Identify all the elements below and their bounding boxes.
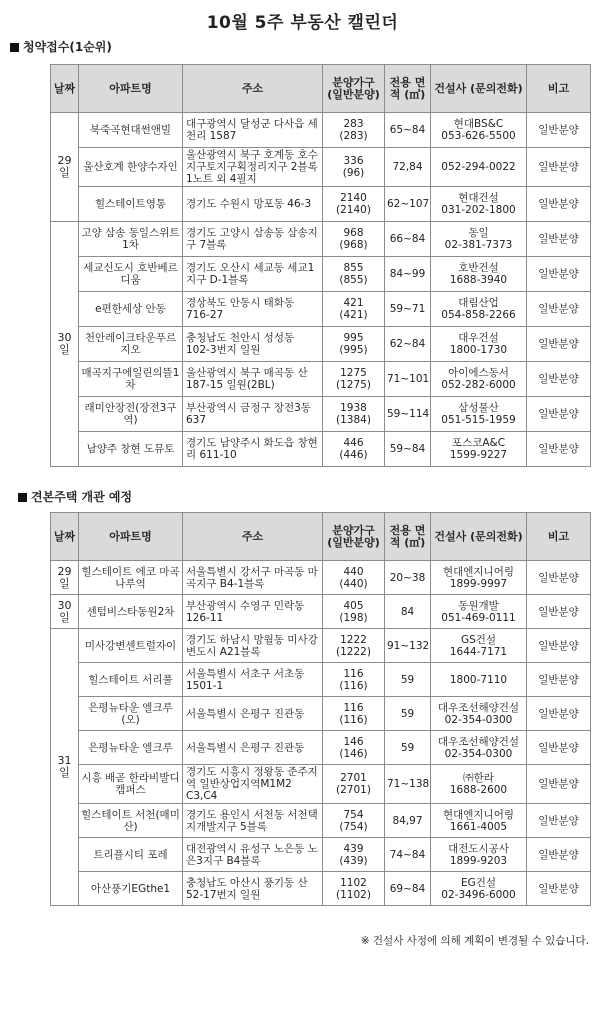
address-cell: 부산광역시 금정구 장전3동 637: [183, 397, 323, 432]
builder-cell: [431, 327, 527, 362]
builder-cell: [431, 397, 527, 432]
note-cell: 일반분양: [527, 362, 591, 397]
units-cell: [323, 838, 385, 872]
builder-cell: [431, 432, 527, 467]
builder-cell: [431, 663, 527, 697]
table-row: [51, 697, 591, 731]
builder-name: 아이에스동서: [448, 367, 509, 379]
note-cell: 일반분양: [527, 187, 591, 222]
area-cell: 69~84: [385, 872, 431, 906]
units-total: 1222: [340, 633, 367, 646]
units-total: 146: [343, 735, 364, 748]
units-general: (2140): [336, 204, 371, 216]
units-total: 2140: [340, 192, 367, 204]
units-cell: [323, 765, 385, 804]
note-cell: 일반분양: [527, 804, 591, 838]
units-total: 2701: [340, 772, 367, 784]
builder-name: 현대엔지니어링: [442, 565, 514, 578]
apt-name-cell: 천안레이크타운푸르지오: [79, 327, 183, 362]
units-total: 968: [343, 227, 364, 239]
apt-name-cell: 은평뉴타운 엘크루: [79, 731, 183, 765]
date-cell: 31일: [51, 629, 79, 906]
builder-phone: 1661-4005: [449, 820, 508, 833]
header-builder: 건설사 (문의전화): [431, 513, 527, 561]
builder-name: 동원개발: [458, 599, 499, 612]
units-cell: [323, 148, 385, 187]
builder-phone: 1688-2600: [449, 784, 508, 796]
address-cell: 대구광역시 달성군 다사읍 세천리 1587: [183, 113, 323, 148]
builder-phone: 1644-7171: [449, 645, 508, 658]
address-cell: 경기도 용인시 서천동 서천택지개발지구 5블록: [183, 804, 323, 838]
header-note: 비고: [527, 65, 591, 113]
builder-phone: 02-3496-6000: [441, 888, 516, 901]
builder-name: 현대BS&C: [453, 118, 504, 130]
builder-cell: [431, 872, 527, 906]
note-cell: 일반분양: [527, 113, 591, 148]
square-bullet-icon: [10, 43, 19, 52]
date-cell: 30일: [51, 222, 79, 467]
units-total: 116: [343, 701, 364, 714]
builder-phone: 031-202-1800: [441, 204, 516, 216]
area-cell: 62~107: [385, 187, 431, 222]
units-general: (754): [339, 820, 368, 833]
apt-name-cell: 북죽곡현대썬앤빌: [79, 113, 183, 148]
table-row: [51, 838, 591, 872]
units-cell: [323, 327, 385, 362]
units-total: 1102: [340, 876, 367, 889]
table-row: [51, 629, 591, 663]
builder-cell: [431, 148, 527, 187]
units-cell: [323, 257, 385, 292]
builder-cell: [431, 362, 527, 397]
note-cell: 일반분양: [527, 257, 591, 292]
area-cell: 59: [385, 663, 431, 697]
units-total: 440: [343, 565, 364, 578]
units-general: (283): [339, 130, 368, 142]
address-cell: 경기도 남양주시 화도읍 창현리 611-10: [183, 432, 323, 467]
area-cell: 62~84: [385, 327, 431, 362]
table-row: [51, 595, 591, 629]
units-general: (116): [339, 679, 368, 692]
header-date: 날짜: [51, 65, 79, 113]
units-cell: [323, 872, 385, 906]
table-header-row: [51, 65, 591, 113]
table-row: [51, 292, 591, 327]
units-total: 1938: [340, 402, 367, 414]
note-cell: 일반분양: [527, 663, 591, 697]
area-cell: 74~84: [385, 838, 431, 872]
address-cell: 경기도 시흥시 정왕동 준주지역 일반상업지역M1M2 C3,C4: [183, 765, 323, 804]
builder-name: GS건설: [460, 633, 497, 646]
apt-name-cell: 트리플시티 포레: [79, 838, 183, 872]
builder-cell: [431, 222, 527, 257]
area-cell: 84: [385, 595, 431, 629]
builder-cell: [431, 838, 527, 872]
address-cell: 경기도 수원시 망포동 46-3: [183, 187, 323, 222]
header-units: 분양가구 (일반분양): [323, 65, 385, 113]
address-cell: 서울특별시 서초구 서초동 1501-1: [183, 663, 323, 697]
address-cell: 서울특별시 은평구 진관동: [183, 697, 323, 731]
units-general: (1222): [336, 645, 371, 658]
units-cell: [323, 397, 385, 432]
units-general: (440): [339, 577, 368, 590]
note-cell: 일반분양: [527, 629, 591, 663]
units-general: (2701): [336, 784, 371, 796]
units-total: 283: [343, 118, 364, 130]
builder-phone: 054-858-2266: [441, 309, 516, 321]
table-header-row: [51, 513, 591, 561]
units-total: 446: [343, 437, 364, 449]
header-area: 전용 면적 (㎡): [385, 513, 431, 561]
units-general: (96): [342, 167, 365, 179]
units-total: 116: [343, 667, 364, 680]
note-cell: 일반분양: [527, 432, 591, 467]
apt-name-cell: 은평뉴타운 엘크루(오): [79, 697, 183, 731]
address-cell: 부산광역시 수영구 민락동 126-11: [183, 595, 323, 629]
apt-name-cell: 매곡지구에일린의뜰1차: [79, 362, 183, 397]
section-heading-subscription: [10, 38, 112, 55]
table-row: [51, 765, 591, 804]
builder-cell: [431, 187, 527, 222]
table-row: [51, 561, 591, 595]
header-date: 날짜: [51, 513, 79, 561]
note-cell: 일반분양: [527, 731, 591, 765]
builder-phone: 1688-3940: [449, 274, 508, 286]
builder-cell: [431, 731, 527, 765]
area-cell: 59~71: [385, 292, 431, 327]
builder-cell: [431, 257, 527, 292]
units-total: 995: [343, 332, 364, 344]
address-cell: 울산광역시 북구 매곡동 산187-15 일원(2BL): [183, 362, 323, 397]
units-general: (421): [339, 309, 368, 321]
units-cell: [323, 187, 385, 222]
apt-name-cell: 힐스테이트 에코 마곡나루역: [79, 561, 183, 595]
units-general: (198): [339, 611, 368, 624]
units-cell: [323, 629, 385, 663]
address-cell: 충청남도 아산시 풍기동 산52-17번지 일원: [183, 872, 323, 906]
builder-cell: [431, 697, 527, 731]
apt-name-cell: 울산호계 한양수자인: [79, 148, 183, 187]
builder-phone: 1599-9227: [449, 449, 508, 461]
address-cell: 서울특별시 은평구 진관동: [183, 731, 323, 765]
builder-name: 포스코A&C: [451, 437, 506, 449]
area-cell: 84~99: [385, 257, 431, 292]
units-total: 855: [343, 262, 364, 274]
note-cell: 일반분양: [527, 595, 591, 629]
table-body: [51, 561, 591, 906]
address-cell: 경기도 하남시 망월동 미사강변도시 A21블록: [183, 629, 323, 663]
builder-cell: [431, 765, 527, 804]
builder-name: EG건설: [460, 876, 497, 889]
apt-name-cell: 미사강변센트럴자이: [79, 629, 183, 663]
builder-cell: [431, 804, 527, 838]
units-cell: [323, 432, 385, 467]
units-general: (995): [339, 344, 368, 356]
builder-cell: [431, 113, 527, 148]
builder-phone: 053-626-5500: [441, 130, 516, 142]
apt-name-cell: 남양주 창현 도뮤토: [79, 432, 183, 467]
table-row: [51, 222, 591, 257]
units-general: (1384): [336, 414, 371, 426]
area-cell: 59: [385, 697, 431, 731]
table-row: [51, 187, 591, 222]
area-cell: 91~132: [385, 629, 431, 663]
units-general: (1102): [336, 888, 371, 901]
builder-phone: 02-381-7373: [444, 239, 513, 251]
note-cell: 일반분양: [527, 148, 591, 187]
builder-name: 052-294-0022: [441, 161, 516, 173]
header-note: 비고: [527, 513, 591, 561]
units-cell: [323, 663, 385, 697]
area-cell: 66~84: [385, 222, 431, 257]
table-row: [51, 432, 591, 467]
units-total: 405: [343, 599, 364, 612]
builder-cell: [431, 595, 527, 629]
builder-phone: 051-469-0111: [441, 611, 516, 624]
units-total: 754: [343, 808, 364, 821]
units-total: 421: [343, 297, 364, 309]
table-row: [51, 731, 591, 765]
builder-phone: 1899-9203: [449, 854, 508, 867]
builder-name: 대우건설: [458, 332, 499, 344]
table-row: [51, 257, 591, 292]
builder-cell: [431, 292, 527, 327]
header-units: 분양가구 (일반분양): [323, 513, 385, 561]
page-title: 10월 5주 부동산 캘린더: [206, 13, 399, 33]
table-row: [51, 113, 591, 148]
area-cell: 20~38: [385, 561, 431, 595]
table-row: [51, 663, 591, 697]
units-cell: [323, 222, 385, 257]
area-cell: 72,84: [385, 148, 431, 187]
builder-name: 현대엔지니어링: [442, 808, 514, 821]
builder-cell: [431, 629, 527, 663]
address-cell: 경상북도 안동시 태화동 716-27: [183, 292, 323, 327]
apt-name-cell: 힐스테이트 서천(매미산): [79, 804, 183, 838]
builder-name: ㈜한라: [463, 772, 494, 784]
units-cell: [323, 292, 385, 327]
table-row: [51, 872, 591, 906]
units-cell: [323, 362, 385, 397]
builder-phone: 1800-1730: [449, 344, 508, 356]
units-general: (446): [339, 449, 368, 461]
builder-name: 대우조선해양건설: [437, 735, 520, 748]
apt-name-cell: e편한세상 안동: [79, 292, 183, 327]
apt-name-cell: 아산풍기EGthe1: [79, 872, 183, 906]
header-area: 전용 면적 (㎡): [385, 65, 431, 113]
builder-name: 대전도시공사: [448, 842, 509, 855]
builder-cell: [431, 561, 527, 595]
builder-phone: 051-515-1959: [441, 414, 516, 426]
note-cell: 일반분양: [527, 765, 591, 804]
builder-name: 삼성물산: [458, 402, 499, 414]
address-cell: 대전광역시 유성구 노은동 노은3지구 B4블록: [183, 838, 323, 872]
note-cell: 일반분양: [527, 561, 591, 595]
note-cell: 일반분양: [527, 872, 591, 906]
note-cell: 일반분양: [527, 292, 591, 327]
date-cell: 29일: [51, 561, 79, 595]
units-general: (855): [339, 274, 368, 286]
note-cell: 일반분양: [527, 327, 591, 362]
date-cell: 29일: [51, 113, 79, 222]
note-cell: 일반분양: [527, 222, 591, 257]
header-apt: 아파트명: [79, 513, 183, 561]
table-row: [51, 362, 591, 397]
address-cell: 경기도 고양시 삼송동 삼송지구 7블록: [183, 222, 323, 257]
area-cell: 84,97: [385, 804, 431, 838]
units-cell: [323, 697, 385, 731]
square-bullet-icon: [18, 493, 27, 502]
builder-name: 1800-7110: [449, 673, 508, 686]
header-addr: 주소: [183, 65, 323, 113]
units-cell: [323, 731, 385, 765]
apt-name-cell: 세교신도시 호반베르디움: [79, 257, 183, 292]
date-cell: 30일: [51, 595, 79, 629]
note-cell: 일반분양: [527, 697, 591, 731]
address-cell: 울산광역시 북구 호계동 호수지구토지구획정리지구 2블록 1노트 외 4필지: [183, 148, 323, 187]
units-cell: [323, 561, 385, 595]
units-general: (439): [339, 854, 368, 867]
builder-phone: 052-282-6000: [441, 379, 516, 391]
address-cell: 충청남도 천안시 성성동 102-3번지 일원: [183, 327, 323, 362]
area-cell: 71~138: [385, 765, 431, 804]
builder-name: 동일: [468, 227, 489, 239]
note-cell: 일반분양: [527, 397, 591, 432]
units-cell: [323, 595, 385, 629]
units-general: (116): [339, 713, 368, 726]
subscription-table: [50, 64, 591, 467]
units-general: (1275): [336, 379, 371, 391]
builder-phone: 02-354-0300: [444, 713, 513, 726]
section-heading-text: 견본주택 개관 예정: [31, 490, 133, 504]
address-cell: 경기도 오산시 세교동 세교1지구 D-1블록: [183, 257, 323, 292]
header-apt: 아파트명: [79, 65, 183, 113]
builder-name: 대우조선해양건설: [437, 701, 520, 714]
builder-name: 대림산업: [458, 297, 499, 309]
area-cell: 59~84: [385, 432, 431, 467]
note-cell: 일반분양: [527, 838, 591, 872]
table-body: [51, 113, 591, 467]
area-cell: 59~114: [385, 397, 431, 432]
table-row: [51, 397, 591, 432]
builder-name: 현대건설: [458, 192, 499, 204]
builder-phone: 1899-9997: [449, 577, 508, 590]
units-cell: [323, 804, 385, 838]
address-cell: 서울특별시 강서구 마곡동 마곡지구 B4-1블록: [183, 561, 323, 595]
header-addr: 주소: [183, 513, 323, 561]
units-general: (968): [339, 239, 368, 251]
units-general: (146): [339, 747, 368, 760]
apt-name-cell: 힐스테이트영통: [79, 187, 183, 222]
table-row: [51, 804, 591, 838]
units-total: 336: [343, 155, 364, 167]
footnote: ※ 건설사 사정에 의해 계획이 변경될 수 있습니다.: [360, 935, 589, 947]
table-row: [51, 148, 591, 187]
area-cell: 59: [385, 731, 431, 765]
section-heading-text: 청약접수(1순위): [23, 40, 112, 54]
builder-phone: 02-354-0300: [444, 747, 513, 760]
apt-name-cell: 시흥 배곧 한라비발디 캠퍼스: [79, 765, 183, 804]
apt-name-cell: 래미안장전(장전3구역): [79, 397, 183, 432]
area-cell: 65~84: [385, 113, 431, 148]
units-total: 1275: [340, 367, 367, 379]
apt-name-cell: 센텀비스타동원2차: [79, 595, 183, 629]
units-cell: [323, 113, 385, 148]
header-builder: 건설사 (문의전화): [431, 65, 527, 113]
area-cell: 71~101: [385, 362, 431, 397]
apt-name-cell: 고양 삼송 동일스위트1차: [79, 222, 183, 257]
builder-name: 호반건설: [458, 262, 499, 274]
apt-name-cell: 힐스테이트 서리풀: [79, 663, 183, 697]
units-total: 439: [343, 842, 364, 855]
model-house-table: [50, 512, 591, 906]
table-row: [51, 327, 591, 362]
section-heading-model-house: [18, 488, 132, 505]
